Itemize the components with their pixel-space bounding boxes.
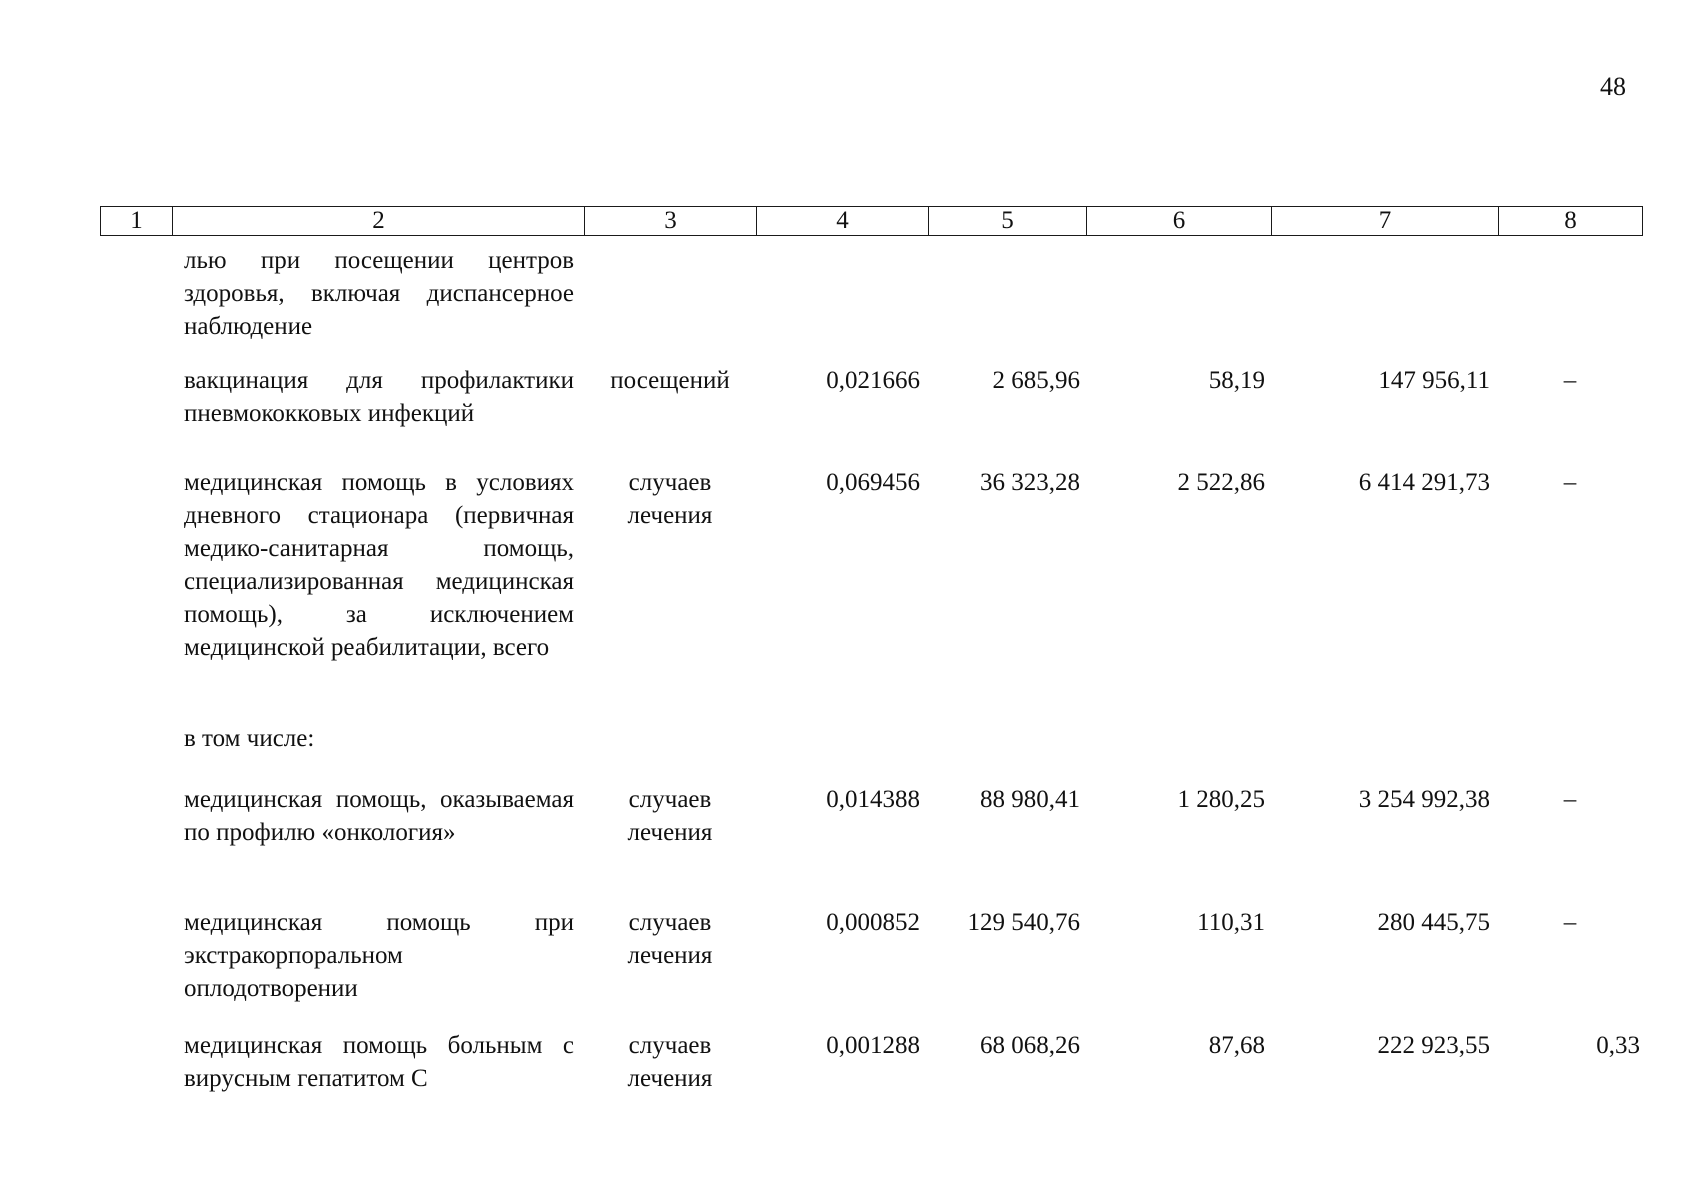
row-value-7: 222 923,55 <box>1377 1032 1490 1059</box>
row-value-6: 110,31 <box>1197 909 1265 936</box>
row-value-8: – <box>1563 367 1577 394</box>
row-value-5: 129 540,76 <box>967 909 1080 936</box>
row-value-5: 88 980,41 <box>980 786 1080 813</box>
row-unit: случаев лечения <box>627 469 713 529</box>
header-col-6: 6 <box>1087 207 1272 236</box>
header-col-7: 7 <box>1272 207 1499 236</box>
header-col-8: 8 <box>1499 207 1643 236</box>
row-value-7: 3 254 992,38 <box>1358 786 1490 813</box>
row-value-6: 1 280,25 <box>1177 786 1265 813</box>
row-name: медицинская помощь больным с вирусным гепатитом С <box>184 1032 574 1092</box>
header-col-4: 4 <box>757 207 929 236</box>
header-col-2: 2 <box>173 207 585 236</box>
row-name: медицинская помощь в условиях дневного стационара (первичная медико-санитарная помощь, специализированная медицинская помощь), за исключением медицинской реабилитации, всего <box>184 469 574 661</box>
row-unit: случаев лечения <box>627 1032 713 1092</box>
header-col-1: 1 <box>101 207 173 236</box>
row-name: вакцинация для профилактики пневмококковых инфекций <box>184 367 574 427</box>
row-value-5: 2 685,96 <box>992 367 1080 394</box>
row-name: в том числе: <box>184 725 315 752</box>
row-value-4: 0,000852 <box>826 909 920 936</box>
row-value-8: – <box>1563 786 1577 813</box>
page-number: 48 <box>1600 72 1626 101</box>
row-value-4: 0,001288 <box>826 1032 920 1059</box>
row-value-7: 6 414 291,73 <box>1358 469 1490 496</box>
row-value-8: – <box>1563 909 1577 936</box>
row-unit: случаев лечения <box>627 909 713 969</box>
header-col-3: 3 <box>585 207 757 236</box>
row-value-5: 68 068,26 <box>980 1032 1080 1059</box>
row-value-8: – <box>1563 469 1577 496</box>
row-name: медицинская помощь, оказываемая по профилю «онкология» <box>184 786 574 846</box>
row-value-7: 147 956,11 <box>1378 367 1490 394</box>
row-value-4: 0,069456 <box>826 469 920 496</box>
row-value-6: 87,68 <box>1208 1032 1265 1059</box>
row-value-5: 36 323,28 <box>980 469 1080 496</box>
header-col-5: 5 <box>929 207 1087 236</box>
row-value-4: 0,021666 <box>826 367 920 394</box>
row-name: медицинская помощь при экстракорпоральном оплодотворении <box>184 909 574 1002</box>
row-unit: случаев лечения <box>627 786 713 846</box>
row-value-7: 280 445,75 <box>1377 909 1490 936</box>
row-name: лью при посещении центров здоровья, включая диспансерное наблюдение <box>184 247 574 340</box>
row-value-8: 0,33 <box>1596 1032 1640 1059</box>
row-value-6: 58,19 <box>1208 367 1265 394</box>
row-value-6: 2 522,86 <box>1177 469 1265 496</box>
row-value-4: 0,014388 <box>826 786 920 813</box>
row-unit: посещений <box>610 367 730 394</box>
